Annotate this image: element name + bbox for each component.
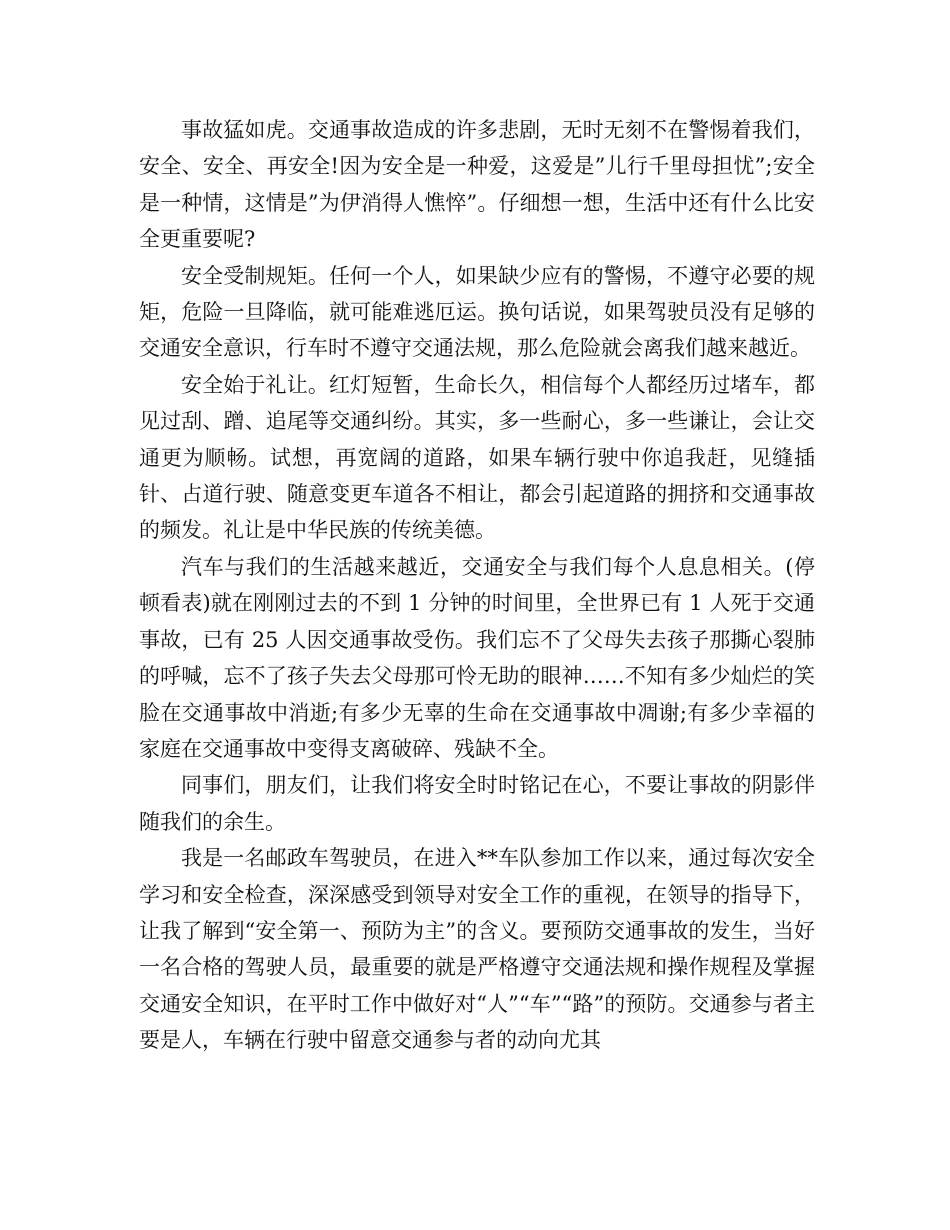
- paragraph-2: 安全受制规矩。任何一个人，如果缺少应有的警惕，不遵守必要的规矩，危险一旦降临，就可能难逃厄运。换句话说，如果驾驶员没有足够的交通安全意识，行车时不遵守交通法规，那么危险就会离我们越来越近。: [139, 263, 815, 361]
- paragraph-4: 汽车与我们的生活越来越近，交通安全与我们每个人息息相关。(停顿看表)就在刚刚过去的不到 1 分钟的时间里，全世界已有 1 人死于交通事故，已有 25 人因交通事故受伤。我们忘不了父母失去孩子那撕心裂肺的呼喊，忘不了孩子失去父母那可怜无助的眼神……不知有多少灿烂的笑脸在交通事故中消逝;有多少无辜的生命在交通事故中凋谢;有多少幸福的家庭在交通事故中变得支离破碎、残缺不全。: [139, 554, 815, 761]
- document-body: [139, 112, 815, 1059]
- paragraph-5: 同事们，朋友们，让我们将安全时时铭记在心，不要让事故的阴影伴随我们的余生。: [139, 773, 815, 834]
- paragraph-3: 安全始于礼让。红灯短暂，生命长久，相信每个人都经历过堵车，都见过刮、蹭、追尾等交通纠纷。其实，多一些耐心，多一些谦让，会让交通更为顺畅。试想，再宽阔的道路，如果车辆行驶中你追我赶，见缝插针、占道行驶、随意变更车道各不相让，都会引起道路的拥挤和交通事故的频发。礼让是中华民族的传统美德。: [139, 372, 815, 543]
- paragraph-6: 我是一名邮政车驾驶员，在进入**车队参加工作以来，通过每次安全学习和安全检查，深深感受到领导对安全工作的重视，在领导的指导下，让我了解到“安全第一、预防为主”的含义。要预防交通事故的发生，当好一名合格的驾驶人员，最重要的就是严格遵守交通法规和操作规程及掌握交通安全知识，在平时工作中做好对“人”“车”“路”的预防。交通参与者主要是人，车辆在行驶中留意交通参与者的动向尤其: [139, 846, 815, 1053]
- paragraph-1: 事故猛如虎。交通事故造成的许多悲剧，无时无刻不在警惕着我们，安全、安全、再安全!因为安全是一种爱，这爱是”儿行千里母担忧”;安全是一种情，这情是”为伊消得人憔悴”。仔细想一想，生活中还有什么比安全更重要呢?: [139, 118, 815, 252]
